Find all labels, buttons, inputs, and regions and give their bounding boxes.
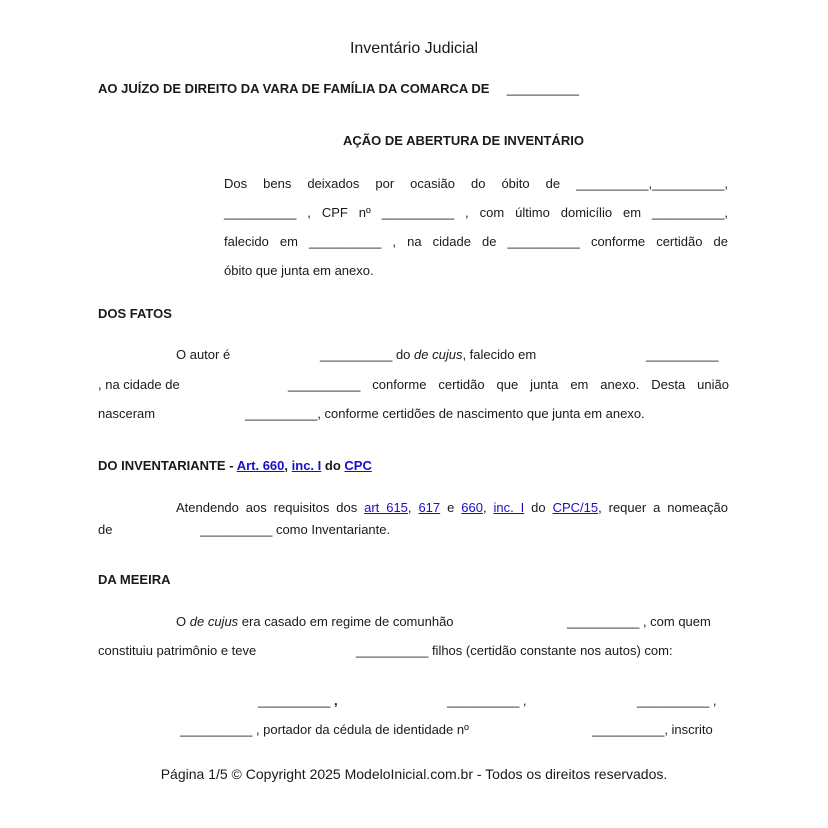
meeira-line-4b — [592, 722, 713, 737]
blank-field: __________ — [646, 347, 719, 362]
fatos-line-1a: O autor é — [176, 347, 231, 362]
cpc-link[interactable]: CPC — [344, 458, 372, 473]
intro-text: Dos bens deixados por ocasião do óbito de — [224, 176, 561, 191]
cpc-15-link[interactable]: CPC/15 — [552, 500, 599, 515]
inc-i-b-link[interactable]: inc. I — [493, 500, 525, 515]
intro-text: , na cidade de — [392, 234, 497, 249]
meeira-line-1a — [176, 614, 454, 629]
inventariante-line-1 — [176, 500, 728, 515]
art-660-link[interactable]: Art. 660 — [236, 458, 285, 473]
fatos-heading: DOS FATOS — [98, 306, 172, 321]
meeira-line-4a — [180, 722, 469, 737]
comma: , — [407, 500, 412, 515]
fatos-line-1b — [320, 347, 536, 362]
blank-field: __________ — [381, 205, 455, 220]
comma: , — [284, 458, 289, 473]
blank-field: __________ — [592, 722, 665, 737]
inc-i-link[interactable]: inc. I — [291, 458, 322, 473]
blank-field: __________ — [447, 693, 520, 708]
de-cujus-term: de cujus — [414, 347, 463, 362]
intro-line-1: Dos bens deixados por ocasião do óbito de __________,__________, — [224, 176, 728, 191]
intro-text: falecido em — [224, 234, 298, 249]
meeira-text: O — [176, 614, 187, 629]
child-3-field: __________ , — [637, 693, 717, 708]
blank-field: __________ — [309, 234, 382, 249]
intro-text: , com último domicílio em — [465, 205, 642, 220]
blank-field: __________ — [637, 693, 710, 708]
blank-field: __________ — [224, 205, 297, 220]
meeira-text: era casado em regime de comunhão — [241, 614, 454, 629]
blank-field: __________ — [356, 643, 429, 658]
meeira-heading: DA MEEIRA — [98, 572, 171, 587]
blank-field: __________ — [567, 614, 640, 629]
inventariante-text: Atendendo aos requisitos dos — [176, 500, 358, 515]
blank-field: __________ — [200, 522, 273, 537]
inventariante-text: e — [447, 500, 455, 515]
heading-text: DO INVENTARIANTE - — [98, 458, 234, 473]
meeira-text: filhos (certidão constante nos autos) com: — [431, 643, 673, 658]
intro-line-4: óbito que junta em anexo. — [224, 263, 374, 278]
intro-text: , CPF nº — [307, 205, 371, 220]
meeira-text: , portador da cédula de identidade nº — [255, 722, 469, 737]
art-660b-link[interactable]: 660 — [461, 500, 483, 515]
fatos-text: , falecido em — [462, 347, 537, 362]
meeira-text: , com quem — [642, 614, 711, 629]
art-615-link[interactable]: art 615 — [364, 500, 408, 515]
fatos-text: do — [395, 347, 411, 362]
fatos-line-2a: , na cidade de — [98, 377, 180, 392]
inventariante-text: como Inventariante. — [275, 522, 391, 537]
blank-field: __________ — [507, 234, 580, 249]
inventariante-text: , requer a nomeação — [598, 500, 728, 515]
fatos-line-3b — [245, 406, 645, 421]
intro-line-2: __________ , CPF nº __________ , com último domicílio em __________, — [224, 205, 728, 220]
blank-field: __________ — [506, 81, 580, 96]
blank-field: __________ — [652, 205, 725, 220]
inventariante-heading — [98, 458, 372, 473]
inventariante-line-2a: de — [98, 522, 113, 537]
fatos-text: , conforme certidões de nascimento que junta em anexo. — [317, 406, 645, 421]
blank-field: __________ — [180, 722, 253, 737]
meeira-line-1b — [567, 614, 711, 629]
heading-text: do — [324, 458, 341, 473]
comma: , — [482, 500, 487, 515]
inventariante-text: do — [531, 500, 546, 515]
page-footer: Página 1/5 © Copyright 2025 ModeloInicial.com.br - Todos os direitos reservados. — [160, 766, 668, 782]
de-cujus-term: de cujus — [189, 614, 239, 629]
document-title: Inventário Judicial — [349, 40, 479, 57]
address-line — [98, 81, 579, 96]
child-1-field: __________ , — [258, 693, 338, 708]
blank-field: __________ — [320, 347, 393, 362]
art-617-link[interactable]: 617 — [418, 500, 441, 515]
fatos-text: conforme certidão que junta em anexo. Desta união — [372, 377, 729, 392]
action-heading: AÇÃO DE ABERTURA DE INVENTÁRIO — [343, 133, 584, 148]
blank-field: __________ — [652, 176, 725, 191]
fatos-line-2b — [288, 377, 729, 392]
intro-line-3 — [224, 234, 728, 249]
blank-field: __________ — [576, 176, 649, 191]
meeira-line-2a: constituiu patrimônio e teve — [98, 643, 257, 658]
address-text: AO JUÍZO DE DIREITO DA VARA DE FAMÍLIA DA COMARCA DE — [98, 81, 490, 96]
meeira-text: , inscrito — [664, 722, 713, 737]
blank-field: __________ — [288, 377, 361, 392]
fatos-line-3a: nasceram — [98, 406, 156, 421]
blank-field: __________ — [258, 693, 331, 708]
meeira-line-2b — [356, 643, 673, 658]
blank-field: __________ — [245, 406, 318, 421]
intro-text: conforme certidão de — [590, 234, 728, 249]
child-2-field: __________ , — [447, 693, 527, 708]
inventariante-line-2b — [200, 522, 390, 537]
